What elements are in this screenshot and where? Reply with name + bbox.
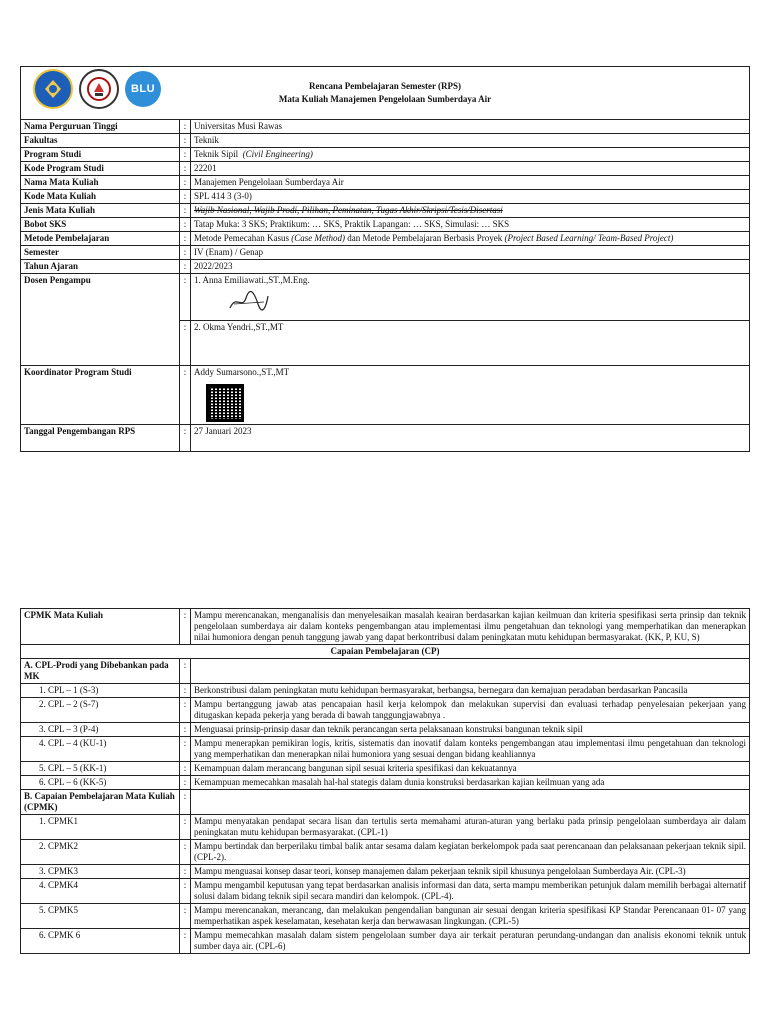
rps-identity-table: [20, 66, 750, 452]
info-row: [21, 176, 750, 190]
section-a-label: A. CPL-Prodi yang Dibebankan pada MK: [21, 659, 180, 684]
info-value: 2022/2023: [191, 260, 750, 274]
cpmk-code: 6. CPMK 6: [21, 929, 180, 954]
cpmk-row: [21, 865, 750, 879]
info-value: [191, 148, 750, 162]
dosen-label: Dosen Pengampu: [21, 274, 180, 366]
cpl-text: Mampu menerapkan pemikiran logis, kritis, sistematis dan inovatif dalam konteks pengembangan atau implementasi ilmu pengetahuan dan teknologi yang memperhatikan dan menerapkan nilai humoniora yang sesuai dengan bidang keahliannya: [191, 737, 750, 762]
info-label: Nama Mata Kuliah: [21, 176, 180, 190]
colon: :: [180, 879, 191, 904]
info-label: Fakultas: [21, 134, 180, 148]
cpl-code: 1. CPL – 1 (S-3): [21, 684, 180, 698]
info-row: [21, 148, 750, 162]
cpl-text: Mampu bertanggung jawab atas pencapaian hasil kerja kelompok dan melakukan supervisi dan evaluasi terhadap penyelesaian pekerjaan yang ditugaskan kepada pekerja yang berada di bawah tanggungjawabnya .: [191, 698, 750, 723]
colon: :: [180, 190, 191, 204]
cpl-text: Kemampuan dalam merancang bangunan sipil sesuai kriteria spesifikasi dan kekuatannya: [191, 762, 750, 776]
info-label: Program Studi: [21, 148, 180, 162]
cpmk-mk-row: [21, 609, 750, 645]
info-value: IV (Enam) / Genap: [191, 246, 750, 260]
colon: :: [180, 815, 191, 840]
colon: :: [180, 162, 191, 176]
colon: :: [180, 148, 191, 162]
logo-group: [33, 69, 161, 109]
info-label: Tahun Ajaran: [21, 260, 180, 274]
colon: :: [180, 737, 191, 762]
section-row: [21, 659, 750, 684]
empty-cell: [191, 659, 750, 684]
info-value: Universitas Musi Rawas: [191, 120, 750, 134]
blu-logo: [125, 71, 161, 107]
info-label: Kode Program Studi: [21, 162, 180, 176]
tanggal-value: 27 Januari 2023: [191, 425, 750, 452]
colon: :: [180, 176, 191, 190]
unmura-logo: [79, 69, 119, 109]
tanggal-label: Tanggal Pengembangan RPS: [21, 425, 180, 452]
cpmk-text: Mampu mengambil keputusan yang tepat berdasarkan analisis informasi dan data, serta mampu memberikan petunjuk dalam memilih berbagai alternatif solusi dalam bidang teknik sipil secara mandiri dan kelompok. (CPL-4).: [191, 879, 750, 904]
cpl-row: [21, 737, 750, 762]
colon: :: [180, 762, 191, 776]
tut-wuri-handayani-logo: [33, 69, 73, 109]
header-cell: [21, 67, 750, 120]
koordinator-label: Koordinator Program Studi: [21, 366, 180, 425]
info-value: Tatap Muka: 3 SKS; Praktikum: … SKS, Praktik Lapangan: … SKS, Simulasi: … SKS: [191, 218, 750, 232]
cpmk-row: [21, 879, 750, 904]
cpl-row: [21, 698, 750, 723]
info-value: Manajemen Pengelolaan Sumberdaya Air: [191, 176, 750, 190]
info-row: [21, 246, 750, 260]
colon: :: [180, 790, 191, 815]
method-text: dan Metode Pembelajaran Berbasis Proyek: [344, 233, 505, 243]
method-text-italic: (Case Method): [291, 233, 345, 243]
info-value: [191, 232, 750, 246]
cpl-code: 5. CPL – 5 (KK-1): [21, 762, 180, 776]
colon: :: [180, 904, 191, 929]
info-value: Wajib Nasional, Wajib Prodi, Pilihan, Peminatan, Tugas Akhir/Skripsi/Tesis/Disertasi: [191, 204, 750, 218]
cpmk-mk-label: CPMK Mata Kuliah: [21, 609, 180, 645]
colon: :: [180, 929, 191, 954]
cpmk-code: 3. CPMK3: [21, 865, 180, 879]
colon: :: [180, 218, 191, 232]
cpl-text: Berkonstribusi dalam peningkatan mutu kehidupan bermasyarakat, berbangsa, bernegara dan kemajuan peradaban berdasarkan Pancasila: [191, 684, 750, 698]
cpmk-row: [21, 929, 750, 954]
cpmk-code: 1. CPMK1: [21, 815, 180, 840]
cpmk-code: 4. CPMK4: [21, 879, 180, 904]
cpmk-text: Mampu memecahkan masalah dalam sistem pengelolaan sumber daya air terkait peraturan perundang-undangan dan analisis ekonomi teknik untuk sumber daya air. (CPL-6): [191, 929, 750, 954]
empty-cell: [191, 790, 750, 815]
cpmk-row: [21, 840, 750, 865]
cpmk-text: Mampu bertindak dan berperilaku timbal balik antar sesama dalam kegiatan berkelompok pada saat perencanaan dan pelaksanaan pekerjaan teknik sipil. (CPL-2).: [191, 840, 750, 865]
colon: :: [180, 776, 191, 790]
info-label: Kode Mata Kuliah: [21, 190, 180, 204]
method-text: Metode Pemecahan Kasus: [194, 233, 292, 243]
info-row: [21, 134, 750, 148]
cpl-row: [21, 723, 750, 737]
colon: :: [180, 120, 191, 134]
dosen-1-name: 1. Anna Emiliawati.,ST.,M.Eng.: [194, 275, 310, 285]
cpl-code: 4. CPL – 4 (KU-1): [21, 737, 180, 762]
info-row: [21, 260, 750, 274]
document-subtitle: Mata Kuliah Manajemen Pengelolaan Sumberdaya Air: [278, 94, 492, 104]
program-name-en: (Civil Engineering): [242, 149, 313, 159]
colon: :: [180, 366, 191, 425]
signature-image: [228, 290, 270, 314]
colon: :: [180, 698, 191, 723]
document-title: Rencana Pembelajaran Semester (RPS): [308, 81, 462, 91]
info-label: Bobot SKS: [21, 218, 180, 232]
cp-table: [20, 608, 750, 954]
blu-logo-text: BLU: [130, 82, 156, 95]
info-value: Teknik: [191, 134, 750, 148]
info-label: Nama Perguruan Tinggi: [21, 120, 180, 134]
colon: :: [180, 723, 191, 737]
cpmk-row: [21, 904, 750, 929]
cpl-code: 2. CPL – 2 (S-7): [21, 698, 180, 723]
colon: :: [180, 246, 191, 260]
cpmk-code: 2. CPMK2: [21, 840, 180, 865]
cpmk-mk-value: Mampu merencanakan, menganalisis dan menyelesaikan masalah keairan berdasarkan kajian keilmuan dan kriteria spesifikasi serta prinsip dan teknik pengelolaan sumberdaya air dalam konteks pengembangan atau implementasi ilmu pengetahuan dan teknologi yang memperhatikan dan menerapkan nilai humoniora dengan penuh tanggung jawab yang dapat berkontribusi dalam peningkatan mutu kehidupan bermasyarakat. (KK, P, KU, S): [191, 609, 750, 645]
cpmk-row: [21, 815, 750, 840]
colon: :: [180, 204, 191, 218]
section-b-label: B. Capaian Pembelajaran Mata Kuliah (CPMK): [21, 790, 180, 815]
info-row: [21, 162, 750, 176]
cpl-text: Menguasai prinsip-prinsip dasar dan teknik perancangan serta pelaksanaan konstruksi bangunan teknik sipil: [191, 723, 750, 737]
cpmk-text: Mampu merencanakan, merancang, dan melakukan pengendalian bangunan air sesuai dengan kriteria spesifikasi KP Standar Perencanaan 01- 07 yang memperhatikan aspek keselamatan, kesehatan kerja dan berwawasan lingkungan. (CPL-5): [191, 904, 750, 929]
program-name: Teknik Sipil: [194, 149, 239, 159]
info-value: SPL 414 3 (3-0): [191, 190, 750, 204]
dosen-1-cell: [191, 274, 750, 321]
cpl-code: 6. CPL – 6 (KK-5): [21, 776, 180, 790]
method-text-italic: (Project Based Learning/ Team-Based Project): [504, 233, 674, 243]
cpl-text: Kemampuan memecahkan masalah hal-hal stategis dalam dunia konstruksi berdasarkan kajian keilmuan yang ada: [191, 776, 750, 790]
cpl-row: [21, 762, 750, 776]
cpl-code: 3. CPL – 3 (P-4): [21, 723, 180, 737]
colon: :: [180, 840, 191, 865]
koordinator-row: [21, 366, 750, 425]
colon: :: [180, 232, 191, 246]
colon: :: [180, 425, 191, 452]
dosen-2-name: 2. Okma Yendri.,ST.,MT: [191, 321, 750, 366]
cp-header: Capaian Pembelajaran (CP): [21, 645, 750, 659]
info-value: 22201: [191, 162, 750, 176]
colon: :: [180, 321, 191, 366]
colon: :: [180, 274, 191, 321]
colon: :: [180, 134, 191, 148]
info-row: [21, 190, 750, 204]
info-row: [21, 204, 750, 218]
dosen-row: [21, 274, 750, 321]
colon: :: [180, 684, 191, 698]
cpmk-text: Mampu menyatakan pendapat secara lisan dan tertulis serta memahami aturan-aturan yang berlaku pada prinsip pengelolaan sumberdaya air dalam peningkatan mutu kehidupan bermasyarakat. (CPL-1): [191, 815, 750, 840]
info-label: Metode Pembelajaran: [21, 232, 180, 246]
section-row: [21, 790, 750, 815]
colon: :: [180, 609, 191, 645]
koordinator-name: Addy Sumarsono.,ST.,MT: [194, 367, 290, 377]
colon: :: [180, 865, 191, 879]
info-row: [21, 218, 750, 232]
koordinator-cell: [191, 366, 750, 425]
cpl-row: [21, 776, 750, 790]
cpmk-code: 5. CPMK5: [21, 904, 180, 929]
cpl-row: [21, 684, 750, 698]
cpmk-text: Mampu menguasai konsep dasar teori, konsep manajemen dalam pekerjaan teknik sipil khusunya pengelolaan Sumberdaya Air. (CPL-3): [191, 865, 750, 879]
tanggal-row: [21, 425, 750, 452]
info-label: Semester: [21, 246, 180, 260]
info-row: [21, 232, 750, 246]
info-row: [21, 120, 750, 134]
colon: :: [180, 260, 191, 274]
qr-code-icon: [206, 384, 244, 422]
colon: :: [180, 659, 191, 684]
info-label: Jenis Mata Kuliah: [21, 204, 180, 218]
